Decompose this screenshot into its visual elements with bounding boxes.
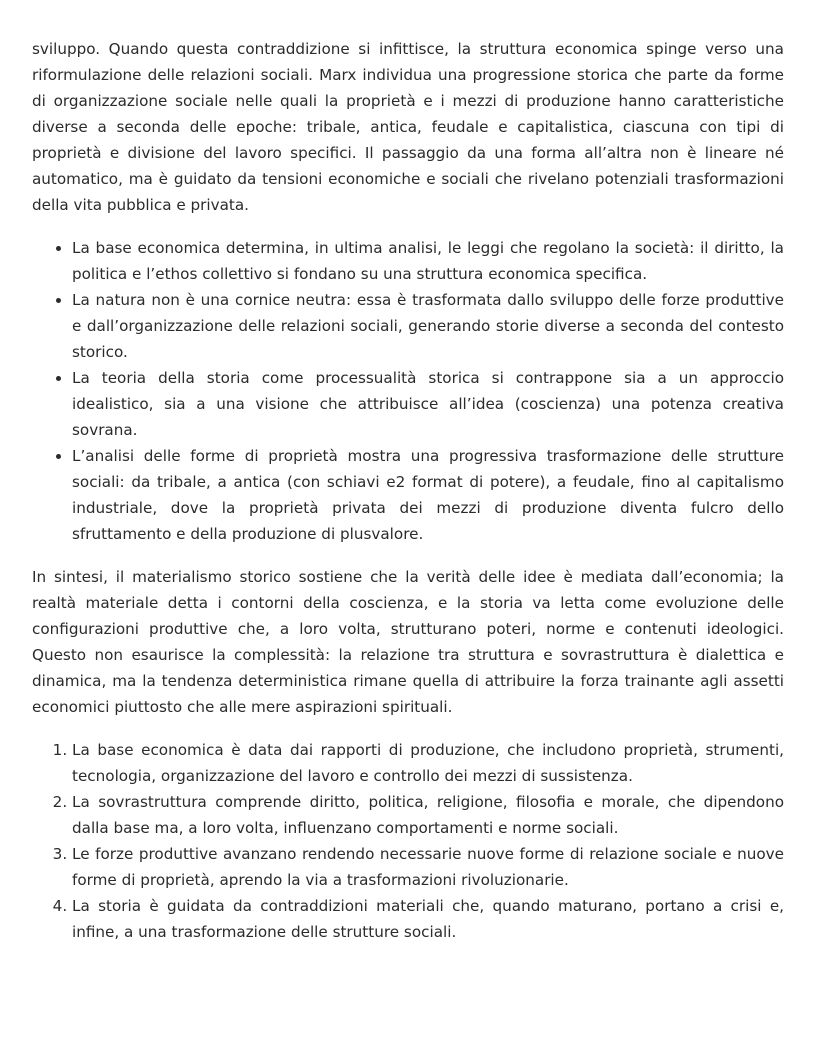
paragraph-summary: In sintesi, il materialismo storico sostiene che la verità delle idee è mediata dall’economia; la realtà materiale detta i contorni della coscienza, e la storia va letta come evoluzione delle configurazioni produttive che, a loro volta, strutturano poteri, norme e contenuti ideologici. Questo non esaurisce la complessità: la relazione tra struttura e sovrastruttura è dialettica e dinamica, ma la tendenza deterministica rimane quella di attribuire la forza trainante agli assetti economici piuttosto che alle mere aspirazioni spirituali. [32, 568, 784, 716]
list-item: • La base economica determina, in ultima analisi, le leggi che regolano la società: il diritto, la politica e l’ethos collettivo si fondano su una struttura economica specifica. [72, 235, 784, 287]
numbered-list [32, 737, 784, 945]
bullet-list [32, 235, 784, 547]
paragraph-intro: sviluppo. Quando questa contraddizione si infittisce, la struttura economica spinge verso una riformulazione delle relazioni sociali. Marx individua una progressione storica che parte da forme di organizzazione sociale nelle quali la proprietà e i mezzi di produzione hanno caratteristiche diverse a seconda delle epoche: tribale, antica, feudale e capitalistica, ciascuna con tipi di proprietà e divisione del lavoro specifici. Il passaggio da una forma all’altra non è lineare né automatico, ma è guidato da tensioni economiche e sociali che rivelano potenziali trasformazioni della vita pubblica e privata. [32, 40, 784, 214]
list-item: • L’analisi delle forme di proprietà mostra una progressiva trasformazione delle strutture sociali: da tribale, a antica (con schiavi e2 format di potere), a feudale, fino al capitalismo industriale, dove la proprietà privata dei mezzi di produzione diventa fulcro dello sfruttamento e della produzione di plusvalore. [72, 443, 784, 547]
list-item: 1. La base economica è data dai rapporti di produzione, che includono proprietà, strumenti, tecnologia, organizzazione del lavoro e controllo dei mezzi di sussistenza. [72, 737, 784, 789]
list-item: 2. La sovrastruttura comprende diritto, politica, religione, filosofia e morale, che dipendono dalla base ma, a loro volta, influenzano comportamenti e norme sociali. [72, 789, 784, 841]
list-item: 3. Le forze produttive avanzano rendendo necessarie nuove forme di relazione sociale e nuove forme di proprietà, aprendo la via a trasformazioni rivoluzionarie. [72, 841, 784, 893]
list-item: • La natura non è una cornice neutra: essa è trasformata dallo sviluppo delle forze produttive e dall’organizzazione delle relazioni sociali, generando storie diverse a seconda del contesto storico. [72, 287, 784, 365]
list-item: 4. La storia è guidata da contraddizioni materiali che, quando maturano, portano a crisi e, infine, a una trasformazione delle strutture sociali. [72, 893, 784, 945]
document-page [32, 0, 784, 945]
list-item: • La teoria della storia come processualità storica si contrappone sia a un approccio idealistico, sia a una visione che attribuisce all’idea (coscienza) una potenza creativa sovrana. [72, 365, 784, 443]
